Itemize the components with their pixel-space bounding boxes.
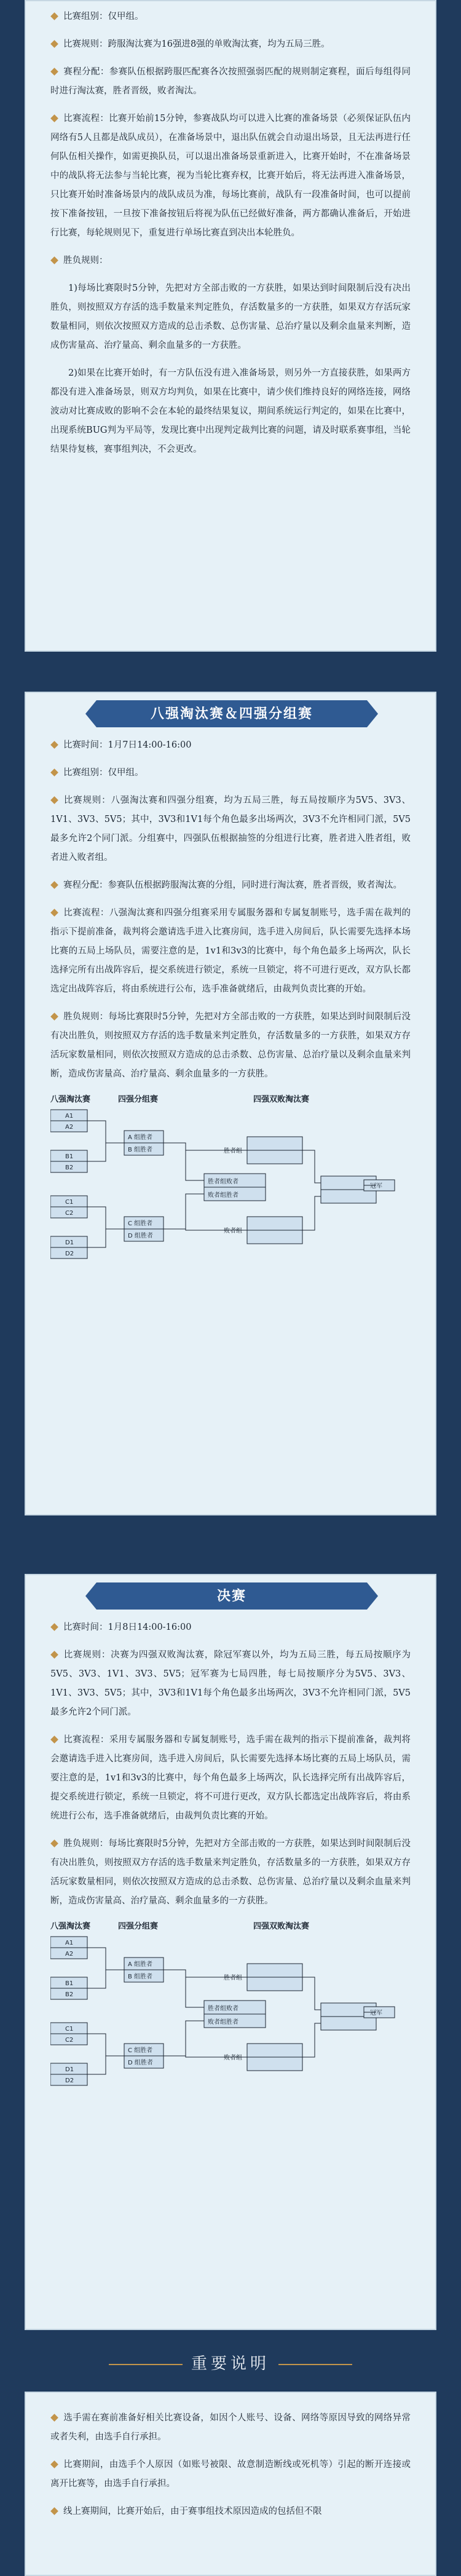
win-rules-title: 胜负规则： <box>63 256 108 266</box>
rule-text: 赛程分配：参赛队伍根据跨服淘汰赛的分组，同时进行淘汰赛，胜者晋级，败者淘汰。 <box>63 880 402 890</box>
rule-text: 比赛规则：决赛为四强双败淘汰赛，除冠军赛以外，均为五局三胜，每五局按顺序为5V5、3V3、1V1、3V3、5V5；冠军赛为七局四胜，每七局按顺序分为5V5、3V3、1V1、3V3、5V5；其中，3V3和1V1每个角色最多出场两次，3V3不允许相同门派，5V5最多允许2个同门派。 <box>50 1650 411 1717</box>
rule-item <box>50 876 411 895</box>
seed-label: B1 <box>65 1153 74 1160</box>
group-label: C 组胜者 <box>128 1220 153 1227</box>
diamond-bullet-icon <box>50 2460 58 2468</box>
section-banner: 八强淘汰赛＆四强分组赛 <box>97 700 367 727</box>
notes-panel <box>25 2392 436 2576</box>
group-label: A 组胜者 <box>128 1134 153 1141</box>
decorative-divider <box>0 652 461 689</box>
diamond-bullet-icon <box>50 40 58 48</box>
seed-label: D1 <box>65 1239 74 1246</box>
rule-text: 比赛组别：仅甲组。 <box>63 12 144 22</box>
note-item <box>50 2455 411 2494</box>
rule-item <box>50 1008 411 1084</box>
diamond-bullet-icon <box>50 68 58 76</box>
note-text: 线上赛期间，比赛开始后，由于赛事组技术原因造成的包括但不限 <box>63 2507 322 2516</box>
group-label: A 组胜者 <box>128 1961 153 1968</box>
group-label: B 组胜者 <box>128 1147 153 1153</box>
bracket-heading: 四强双败淘汰赛 <box>253 1095 310 1104</box>
seed-label: D2 <box>65 1250 74 1257</box>
seed-label: C2 <box>65 2037 74 2044</box>
seed-label: B2 <box>65 1164 74 1171</box>
note-text: 选手需在赛前准备好相关比赛设备，如因个人账号、设备、网络等原因导致的网络异常或者失利，由选手自行承担。 <box>50 2413 411 2442</box>
seed-label: B2 <box>65 1991 74 1998</box>
seed-label: A1 <box>65 1940 74 1946</box>
rules-panel-final <box>25 1574 436 2330</box>
bracket-note: 胜者组 <box>224 1148 242 1155</box>
seed-label: D1 <box>65 2066 74 2073</box>
diamond-bullet-icon <box>50 909 58 917</box>
rule-item <box>50 791 411 867</box>
diamond-bullet-icon <box>50 114 58 122</box>
bracket-note: 胜者组 <box>224 1975 242 1981</box>
diamond-bullet-icon <box>50 796 58 804</box>
bracket-heading: 八强淘汰赛 <box>50 1922 91 1931</box>
bracket-lines <box>50 1933 413 2117</box>
bracket-note: 败者组 <box>224 2055 242 2061</box>
rule-item <box>50 109 411 243</box>
diamond-bullet-icon <box>50 2507 58 2515</box>
rule-text: 比赛流程：比赛开始前15分钟，参赛战队均可以进入比赛的准备场景（必须保证队伍内网络有5人且都是战队成员），在准备场景中，退出队伍就会自动退出场景，且无法再进行任何队伍相关操作，如需更换队员，可以退出准备场景重新进入，比赛开始时，不在准备场景中的战队将无法参与当轮比赛，视为当轮比赛弃权，比赛开始后，将无法再进入准备场景，只比赛开始时准备场景内的战队成员为准，每场比赛前，战队有一段准备时间，也可以提前按下准备按钮，一旦按下准备按钮后将视为队伍已经做好准备，两方都确认准备后，开始进行比赛，每轮规则见下，重复进行单场比赛直到决出本轮胜负。 <box>50 114 411 238</box>
notes-heading <box>0 2349 461 2379</box>
decorative-line <box>278 2364 352 2365</box>
diamond-bullet-icon <box>50 256 58 264</box>
win-rules-heading <box>50 251 411 271</box>
rule-item <box>50 1731 411 1826</box>
champion-label: 冠军 <box>370 2010 382 2017</box>
rule-text: 比赛时间：1月7日14:00-16:00 <box>63 740 192 750</box>
rule-item <box>50 904 411 999</box>
rule-item <box>50 1835 411 1911</box>
seed-label: A2 <box>65 1951 74 1958</box>
note-item <box>50 2502 411 2521</box>
section-banner: 决赛 <box>97 1582 367 1610</box>
diamond-bullet-icon <box>50 12 58 20</box>
group-label: D 组胜者 <box>128 1233 153 1239</box>
seed-label: D2 <box>65 2077 74 2084</box>
diamond-bullet-icon <box>50 1651 58 1659</box>
win-rule: 2)如果在比赛开始时，有一方队伍没有进入准备场景，则另外一方直接获胜，如果两方都没有进入准备场景，则双方均判负，如果在比赛中，请少侠们维持良好的网络连接，网络波动对比赛成败的影响不会在本轮的最终结果复议，期间系统运行判定的，如果在比赛中，出现系统BUG判为平局等，发现比赛中出现判定裁判比赛的问题，请及时联系赛事组，当轮结果待复核，赛事组判决，不会更改。 <box>50 368 411 454</box>
rules-panel-cross-server <box>25 0 436 652</box>
rule-item <box>50 1646 411 1722</box>
decorative-line <box>109 2364 183 2365</box>
diamond-bullet-icon <box>50 1736 58 1744</box>
bracket-lines <box>50 1106 413 1290</box>
rule-text: 比赛流程：八强淘汰赛和四强分组赛采用专属服务器和专属复制账号，选手需在裁判的指示下提前准备，裁判将会邀请选手进入比赛房间，选手进入房间后，队长需要先选择本场比赛的五局上场队员，需要注意的是，1v1和3v3的比赛中，每个角色最多上场两次，队长选择完所有出战阵容后，提交系统进行锁定，系统一旦锁定，将不可进行更改，双方队长都选定出战阵容后，将由系统进行公布，选手准备就绪后，由裁判负责比赛的开始。 <box>50 908 411 994</box>
diamond-bullet-icon <box>50 1623 58 1631</box>
rule-item <box>50 1618 411 1637</box>
seed-label: A1 <box>65 1113 74 1120</box>
notes-title-text: 重要说明 <box>191 2355 270 2373</box>
diamond-bullet-icon <box>50 768 58 776</box>
bracket-heading: 四强双败淘汰赛 <box>253 1922 310 1931</box>
seed-label: C1 <box>65 1199 74 1206</box>
bracket-diagram <box>50 1092 411 1289</box>
seed-label: B1 <box>65 1980 74 1987</box>
bracket-heading: 四强分组赛 <box>118 1095 159 1104</box>
diamond-bullet-icon <box>50 741 58 749</box>
rule-text: 比赛时间：1月8日14:00-16:00 <box>63 1622 192 1632</box>
group-label: C 组胜者 <box>128 2047 153 2054</box>
group-label: D 组胜者 <box>128 2060 153 2066</box>
diamond-bullet-icon <box>50 1839 58 1847</box>
seed-label: C2 <box>65 1210 74 1217</box>
rule-text: 比赛规则：跨服淘汰赛为16强进8强的单败淘汰赛，均为五局三胜。 <box>63 39 330 49</box>
bracket-heading: 四强分组赛 <box>118 1922 159 1931</box>
rule-item <box>50 736 411 755</box>
note-text: 比赛期间，由选手个人原因（如账号被限、故意制造断线或死机等）引起的断开连接或离开比赛等，由选手自行承担。 <box>50 2460 411 2489</box>
rule-text: 比赛组别：仅甲组。 <box>63 768 144 778</box>
rule-item <box>50 63 411 101</box>
diamond-bullet-icon <box>50 2414 58 2422</box>
diamond-bullet-icon <box>50 881 58 889</box>
bracket-note: 胜者组败者 <box>208 2005 238 2012</box>
rule-text: 赛程分配：参赛队伍根据跨服匹配赛各次按照强弱匹配的规则制定赛程，面后每组得同时进行淘汰赛，胜者晋级，败者淘汰。 <box>50 67 411 96</box>
group-label: B 组胜者 <box>128 1973 153 1980</box>
bracket-heading: 八强淘汰赛 <box>50 1095 91 1104</box>
rule-text: 比赛规则：八强淘汰赛和四强分组赛，均为五局三胜，每五局按顺序为5V5、3V3、1V1、3V3、5V5；其中，3V3和1V1每个角色最多出场两次，3V3不允许相同门派，5V5最多允许2个同门派。分组赛中，四强队伍根据抽签的分组进行比赛，胜者进入胜者组，败者进入败者组。 <box>50 796 411 863</box>
seed-label: A2 <box>65 1124 74 1131</box>
note-item <box>50 2409 411 2447</box>
bracket-note: 败者组胜者 <box>208 1192 238 1199</box>
bracket-note: 败者组 <box>224 1228 242 1235</box>
win-rule: 1)每场比赛限时5分钟，先把对方全部击败的一方获胜，如果达到时间限制后没有决出胜负，则按照双方存活的选手数量来判定胜负，存活数量多的一方获胜，如果双方存活玩家数量相同，则依次按照双方造成的总击杀数、总伤害量、总治疗量以及剩余血量来判断，造成伤害量高、治疗量高、剩余血量多的一方获胜。 <box>50 283 411 350</box>
champion-label: 冠军 <box>370 1183 382 1190</box>
bracket-note: 胜者组败者 <box>208 1179 238 1185</box>
rule-item <box>50 7 411 26</box>
rule-text: 胜负规则：每场比赛限时5分钟，先把对方全部击败的一方获胜，如果达到时间限制后没有决出胜负，则按照双方存活的选手数量来判定胜负，存活数量多的一方获胜，如果双方存活玩家数量相同，则依次按照双方造成的总击杀数、总伤害量、总治疗量以及剩余血量来判断，造成伤害量高、治疗量高、剩余血量多的一方获胜。 <box>50 1012 411 1079</box>
diamond-bullet-icon <box>50 1013 58 1021</box>
seed-label: C1 <box>65 2026 74 2033</box>
rule-text: 胜负规则：每场比赛限时5分钟，先把对方全部击败的一方获胜，如果达到时间限制后没有决出胜负，则按照双方存活的选手数量来判定胜负，存活数量多的一方获胜，如果双方存活玩家数量相同，则依次按照双方造成的总击杀数、总伤害量、总治疗量以及剩余血量来判断，造成伤害量高、治疗量高、剩余血量多的一方获胜。 <box>50 1839 411 1906</box>
rule-item <box>50 35 411 54</box>
rules-panel-quarterfinal <box>25 692 436 1515</box>
bracket-note: 败者组胜者 <box>208 2019 238 2026</box>
rule-text: 比赛流程：采用专属服务器和专属复制账号，选手需在裁判的指示下提前准备，裁判将会邀请选手进入比赛房间，选手进入房间后，队长需要先选择本场比赛的五局上场队员，需要注意的是，1v1和3v3的比赛中，每个角色最多上场两次，队长选择完所有出战阵容后，提交系统进行锁定，系统一旦锁定，将不可进行更改，双方队长都选定出战阵容后，将由系统进行公布，选手准备就绪后，由裁判负责比赛的开始。 <box>50 1735 411 1821</box>
bracket-diagram-final <box>50 1919 411 2116</box>
rule-item <box>50 764 411 783</box>
